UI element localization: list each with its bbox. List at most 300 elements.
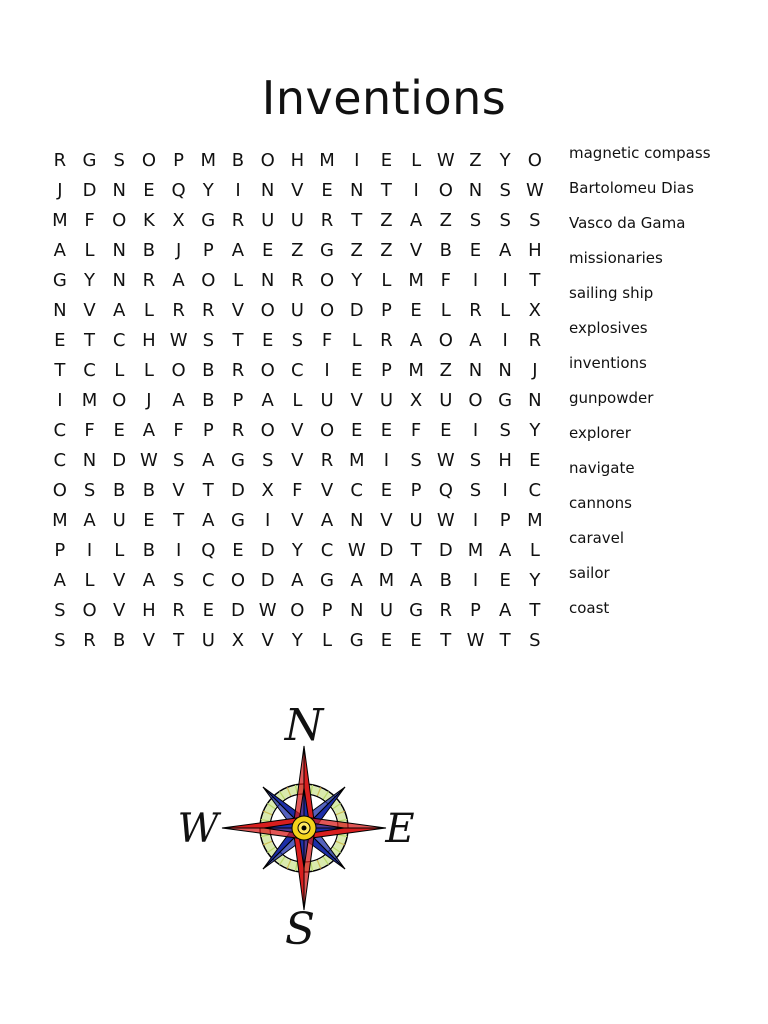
grid-letter: O [319,269,335,291]
grid-letter: Q [201,539,216,561]
grid-letter: S [54,629,66,651]
grid-letter: P [380,299,392,321]
grid-letter: A [142,569,156,591]
grid-letter: C [291,359,304,381]
grid-letter: P [202,239,214,261]
grid-letter: G [320,239,334,261]
grid-letter: A [53,569,66,591]
grid-row [45,355,555,385]
grid-letter: F [84,209,95,231]
grid-letter: P [470,599,481,621]
grid-letter: G [409,599,424,621]
grid-letter: R [231,419,245,441]
grid-letter: P [321,599,333,621]
grid-letter: V [172,479,185,501]
grid-letter: X [261,479,274,501]
grid-letter: A [409,209,423,231]
grid-letter: B [142,539,156,561]
grid-letter: A [350,569,363,591]
grid-letter: N [528,389,542,411]
grid-letter: J [175,239,182,261]
grid-row [45,235,555,265]
grid-letter: I [265,509,271,531]
grid-letter: B [231,149,245,171]
grid-letter: L [114,539,125,561]
compass-center-pin [302,826,307,831]
compass-west-label: W [177,806,219,852]
grid-letter: G [498,389,513,411]
grid-letter: Y [291,539,303,561]
grid-letter: T [529,269,541,291]
grid-letter: I [175,539,182,561]
grid-letter: N [82,449,97,471]
grid-letter: Z [380,209,393,231]
grid-letter: A [498,539,512,561]
grid-row [45,445,555,475]
grid-letter: E [202,599,214,621]
grid-letter: O [438,329,453,351]
compass-center [292,816,316,840]
grid-letter: A [172,389,185,411]
grid-letter: Y [529,419,541,441]
grid-row [45,145,555,175]
grid-letter: A [498,239,512,261]
grid-letter: S [529,629,541,651]
grid-letter: T [499,629,511,651]
grid-letter: W [347,539,366,561]
grid-letter: B [202,389,215,411]
grid-letter: J [532,359,538,381]
grid-letter: T [232,329,244,351]
grid-letter: S [469,449,482,471]
grid-letter: O [319,419,335,441]
grid-letter: R [439,599,453,621]
grid-letter: O [319,299,335,321]
grid-letter: U [201,629,215,651]
grid-letter: L [84,239,95,261]
grid-letter: P [54,539,66,561]
grid-row [45,325,555,355]
grid-letter: D [231,599,245,621]
grid-letter: U [379,389,393,411]
grid-letter: C [320,539,334,561]
grid-letter: I [502,269,508,291]
grid-letter: S [291,329,304,351]
grid-letter: F [440,269,451,291]
grid-letter: E [113,419,125,441]
word-list-item: sailor [569,564,610,582]
grid-letter: S [499,419,511,441]
letter-grid [45,145,555,655]
grid-letter: L [143,299,154,321]
compass-north-label: N [284,700,324,751]
grid-letter: T [54,359,66,381]
grid-letter: G [201,209,216,231]
grid-letter: O [201,269,216,291]
grid-letter: W [258,599,277,621]
grid-letter: O [112,209,127,231]
grid-letter: I [235,179,241,201]
grid-letter: Z [439,359,452,381]
grid-letter: L [143,359,154,381]
grid-letter: I [383,449,390,471]
grid-letter: M [52,209,68,231]
grid-letter: L [500,299,511,321]
grid-letter: E [380,149,393,171]
grid-letter: B [202,359,215,381]
grid-letter: Q [171,179,186,201]
grid-letter: I [472,569,479,591]
grid-letter: R [172,599,185,621]
grid-letter: A [142,419,156,441]
grid-letter: G [52,269,67,291]
grid-letter: M [378,569,395,591]
grid-letter: U [379,599,393,621]
grid-letter: M [527,509,543,531]
grid-letter: N [112,179,126,201]
grid-letter: L [232,269,243,291]
grid-letter: L [84,569,95,591]
grid-row [45,625,555,655]
grid-letter: A [202,509,215,531]
grid-letter: T [173,629,185,651]
grid-letter: T [529,599,541,621]
grid-letter: L [411,149,422,171]
grid-letter: B [113,629,126,651]
grid-letter: G [230,449,245,471]
grid-letter: P [380,359,392,381]
grid-letter: G [82,149,97,171]
grid-letter: P [232,389,244,411]
grid-letter: U [290,299,304,321]
grid-letter: N [112,269,126,291]
grid-letter: O [52,479,67,501]
grid-letter: V [113,599,126,621]
grid-letter: D [260,569,275,591]
grid-letter: O [527,149,542,171]
grid-letter: M [81,389,98,411]
compass-south-label: S [284,904,316,952]
grid-letter: E [261,239,274,261]
grid-letter: M [467,539,484,561]
grid-letter: R [53,149,67,171]
grid-letter: Y [529,569,541,591]
grid-letter: N [498,359,512,381]
grid-letter: I [502,329,508,351]
grid-letter: A [409,569,423,591]
grid-letter: E [261,329,274,351]
grid-row [45,295,555,325]
grid-letter: H [142,329,156,351]
word-list [569,142,711,632]
word-list-item: explorer [569,424,631,442]
grid-letter: O [260,359,275,381]
grid-letter: S [469,209,482,231]
grid-letter: W [140,449,158,471]
word-list-item: Vasco da Gama [569,214,686,232]
grid-letter: S [410,449,422,471]
grid-letter: W [436,149,455,171]
grid-letter: Z [350,239,363,261]
grid-letter: I [324,359,330,381]
grid-letter: W [525,179,544,201]
grid-letter: E [410,629,422,651]
grid-letter: A [469,329,482,351]
grid-letter: V [320,479,334,501]
grid-letter: V [142,629,156,651]
grid-letter: O [438,179,453,201]
grid-letter: I [472,509,479,531]
grid-letter: F [173,419,184,441]
grid-letter: Y [291,629,303,651]
grid-letter: R [142,269,156,291]
grid-letter: T [351,209,363,231]
grid-letter: M [200,149,217,171]
grid-letter: E [380,419,393,441]
grid-letter: G [230,509,245,531]
grid-row [45,415,555,445]
grid-letter: H [290,149,305,171]
grid-letter: Z [469,149,482,171]
grid-letter: V [291,179,304,201]
grid-letter: N [53,299,67,321]
grid-row [45,475,555,505]
grid-letter: P [499,509,511,531]
grid-letter: Z [380,239,393,261]
grid-letter: I [86,539,93,561]
grid-letter: C [528,479,542,501]
grid-letter: B [439,569,452,591]
grid-letter: F [410,419,422,441]
grid-letter: E [410,299,422,321]
grid-letter: V [409,239,423,261]
grid-letter: U [409,509,423,531]
grid-letter: E [321,179,333,201]
grid-letter: R [231,359,245,381]
grid-letter: S [261,449,274,471]
grid-letter: I [472,269,479,291]
word-list-item: coast [569,599,610,617]
word-list-item: sailing ship [569,284,654,302]
grid-letter: O [468,389,483,411]
grid-letter: E [380,629,393,651]
grid-letter: D [260,539,275,561]
grid-letter: S [469,479,482,501]
grid-letter: Y [84,269,96,291]
grid-letter: B [113,479,126,501]
grid-letter: R [320,209,334,231]
grid-letter: R [380,329,393,351]
grid-letter: Z [439,209,452,231]
word-list-item: inventions [569,354,647,372]
grid-letter: T [173,509,185,531]
grid-letter: F [84,419,95,441]
grid-letter: T [202,479,214,501]
grid-letter: U [112,509,126,531]
grid-letter: X [231,629,245,651]
grid-letter: V [350,389,363,411]
grid-letter: P [410,479,422,501]
grid-letter: E [529,449,541,471]
grid-letter: O [260,299,275,321]
grid-letter: E [54,329,66,351]
grid-letter: F [321,329,333,351]
grid-letter: A [83,509,96,531]
grid-letter: E [380,479,393,501]
grid-letter: C [350,479,363,501]
grid-letter: S [202,329,214,351]
grid-letter: A [291,569,304,591]
compass-east-label: E [385,806,415,852]
grid-letter: M [408,359,424,381]
grid-letter: R [320,449,334,471]
grid-letter: M [408,269,424,291]
grid-letter: V [380,509,393,531]
grid-letter: A [231,239,245,261]
grid-letter: D [349,299,364,321]
grid-letter: Y [202,179,214,201]
grid-letter: O [141,149,156,171]
grid-letter: J [146,389,152,411]
grid-letter: E [143,509,155,531]
grid-letter: I [472,419,479,441]
grid-letter: E [499,569,511,591]
grid-letter: H [528,239,542,261]
grid-letter: O [230,569,246,591]
grid-letter: A [261,389,274,411]
grid-letter: S [172,449,185,471]
grid-letter: X [528,299,542,321]
grid-letter: E [351,359,363,381]
page-title: Inventions [261,71,507,125]
grid-letter: L [351,329,362,351]
grid-letter: I [502,479,508,501]
grid-letter: H [498,449,512,471]
grid-letter: W [466,629,485,651]
grid-letter: T [84,329,96,351]
grid-letter: V [291,419,304,441]
grid-letter: B [142,239,156,261]
grid-letter: O [290,599,305,621]
grid-letter: O [260,149,275,171]
grid-letter: P [202,419,214,441]
grid-letter: K [143,209,155,231]
grid-letter: W [436,509,455,531]
grid-letter: W [436,449,455,471]
grid-letter: C [53,419,67,441]
grid-letter: T [380,179,392,201]
grid-letter: V [291,509,304,531]
grid-letter: N [349,599,364,621]
grid-letter: L [529,539,540,561]
grid-letter: N [349,179,364,201]
grid-letter: D [379,539,394,561]
grid-letter: L [322,629,333,651]
grid-letter: S [113,149,125,171]
grid-letter: R [231,209,245,231]
grid-letter: C [112,329,126,351]
grid-letter: Z [291,239,304,261]
grid-letter: V [83,299,96,321]
grid-letter: D [82,179,97,201]
grid-letter: N [468,179,483,201]
grid-letter: X [409,389,423,411]
grid-letter: Y [499,149,511,171]
grid-letter: G [320,569,334,591]
grid-letter: X [172,209,185,231]
grid-row [45,595,555,625]
grid-letter: N [468,359,483,381]
word-list-item: navigate [569,459,635,477]
word-list-item: missionaries [569,249,663,267]
word-list-item: explosives [569,319,648,337]
grid-letter: V [291,449,304,471]
grid-letter: E [232,539,244,561]
grid-letter: A [409,329,423,351]
grid-letter: D [112,449,127,471]
grid-letter: P [173,149,185,171]
word-list-item: gunpowder [569,389,654,407]
grid-row [45,565,555,595]
grid-letter: R [202,299,215,321]
grid-letter: O [82,599,97,621]
grid-letter: Y [351,269,363,291]
grid-row [45,385,555,415]
word-list-item: magnetic compass [569,144,711,162]
grid-row [45,265,555,295]
word-list-item: caravel [569,529,625,547]
grid-letter: Q [438,479,453,501]
grid-letter: O [171,359,186,381]
grid-letter: T [410,539,422,561]
grid-letter: M [348,449,365,471]
grid-letter: R [528,329,542,351]
grid-letter: A [320,509,334,531]
grid-letter: I [413,179,419,201]
grid-letter: N [349,509,364,531]
grid-letter: N [112,239,126,261]
grid-letter: H [142,599,156,621]
grid-letter: G [349,629,364,651]
grid-letter: A [113,299,126,321]
grid-row [45,205,555,235]
grid-letter: N [260,179,275,201]
grid-letter: F [292,479,303,501]
grid-letter: O [260,419,275,441]
grid-letter: D [438,539,453,561]
grid-letter: B [142,479,156,501]
grid-letter: A [498,599,512,621]
grid-letter: L [114,359,125,381]
grid-letter: R [469,299,482,321]
grid-letter: A [202,449,215,471]
grid-letter: S [172,569,185,591]
grid-letter: L [292,389,303,411]
grid-letter: C [201,569,215,591]
grid-letter: O [112,389,127,411]
grid-letter: I [354,149,360,171]
grid-letter: L [440,299,451,321]
grid-letter: R [83,629,96,651]
grid-letter: A [172,269,185,291]
grid-letter: J [57,179,63,201]
grid-letter: C [53,449,67,471]
grid-letter: U [320,389,334,411]
grid-letter: E [469,239,482,261]
grid-letter: L [381,269,392,291]
grid-letter: R [291,269,304,291]
word-list-item: Bartolomeu Dias [569,179,694,197]
